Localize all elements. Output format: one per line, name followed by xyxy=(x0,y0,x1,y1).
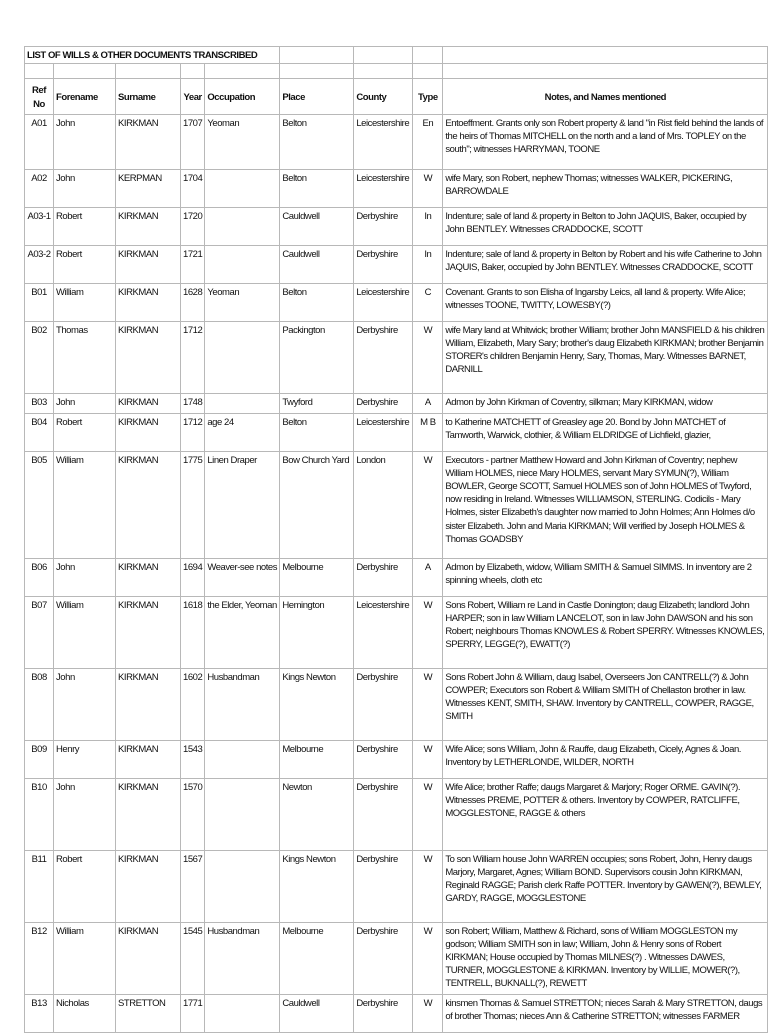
cell-type: W xyxy=(413,452,443,559)
wills-table xyxy=(24,46,768,1033)
cell-notes: Wife Alice; sons William, John & Rauffe, daug Elizabeth, Cicely, Agnes & Joan. Inventory by LETHERLONDE, WILDER, NORTH xyxy=(443,741,768,779)
cell-occupation xyxy=(205,851,280,923)
cell-surname: KIRKMAN xyxy=(116,741,181,779)
table-row xyxy=(25,322,768,394)
cell-type: A xyxy=(413,559,443,597)
header-surname: Surname xyxy=(116,79,181,115)
cell-county: Leicestershire xyxy=(354,597,413,669)
cell-surname: KIRKMAN xyxy=(116,115,181,170)
cell-year: 1628 xyxy=(181,284,205,322)
cell-county: Derbyshire xyxy=(354,995,413,1033)
cell-place: Belton xyxy=(280,414,354,452)
title-row xyxy=(25,47,768,64)
cell-surname: KIRKMAN xyxy=(116,394,181,414)
cell-occupation xyxy=(205,246,280,284)
cell-type: W xyxy=(413,741,443,779)
cell-year: 1720 xyxy=(181,208,205,246)
cell-forename: John xyxy=(54,394,116,414)
cell-year: 1567 xyxy=(181,851,205,923)
cell-ref: B01 xyxy=(25,284,54,322)
cell-county: Derbyshire xyxy=(354,851,413,923)
cell-type: W xyxy=(413,923,443,995)
header-place: Place xyxy=(280,79,354,115)
cell-forename: Henry xyxy=(54,741,116,779)
header-ref: Ref No xyxy=(25,79,54,115)
cell-occupation xyxy=(205,208,280,246)
cell-place: Cauldwell xyxy=(280,246,354,284)
cell-type: In xyxy=(413,246,443,284)
table-row xyxy=(25,995,768,1033)
table-row xyxy=(25,208,768,246)
cell-county: Leicestershire xyxy=(354,414,413,452)
cell-occupation: age 24 xyxy=(205,414,280,452)
cell-type: C xyxy=(413,284,443,322)
cell-notes: To son William house John WARREN occupies; sons Robert, John, Henry daugs Marjory, Margaret, Agnes; William BOND. Supervisors cousin John KIRKMAN, Reginald RAGGE; Parish clerk Raffe POTTER. Inventory by GAWEN(?), BEWLEY, GARDY, RAGGE, MOGGLESTONE xyxy=(443,851,768,923)
cell-surname: KIRKMAN xyxy=(116,779,181,851)
cell-ref: B02 xyxy=(25,322,54,394)
cell-forename: William xyxy=(54,452,116,559)
cell-ref: B11 xyxy=(25,851,54,923)
cell-county: Derbyshire xyxy=(354,208,413,246)
cell-surname: KIRKMAN xyxy=(116,414,181,452)
cell-forename: Thomas xyxy=(54,322,116,394)
cell-occupation: Weaver-see notes xyxy=(205,559,280,597)
cell-type: W xyxy=(413,170,443,208)
cell-forename: Robert xyxy=(54,208,116,246)
cell-surname: KIRKMAN xyxy=(116,851,181,923)
cell-county: Derbyshire xyxy=(354,669,413,741)
table-row xyxy=(25,741,768,779)
cell-county: Leicestershire xyxy=(354,170,413,208)
table-row xyxy=(25,559,768,597)
table-row xyxy=(25,284,768,322)
cell-forename: John xyxy=(54,115,116,170)
cell-county: Derbyshire xyxy=(354,394,413,414)
cell-type: M B xyxy=(413,414,443,452)
cell-occupation xyxy=(205,170,280,208)
cell-type: W xyxy=(413,322,443,394)
cell-notes: Admon by Elizabeth, widow, William SMITH & Samuel SIMMS. In inventory are 2 spinning wheels, cloth etc xyxy=(443,559,768,597)
cell-county: Leicestershire xyxy=(354,115,413,170)
cell-notes: Covenant. Grants to son Elisha of Ingarsby Leics, all land & property. Wife Alice; witnesses TOONE, TWITTY, LOWESBY(?) xyxy=(443,284,768,322)
cell-ref: B10 xyxy=(25,779,54,851)
header-county: County xyxy=(354,79,413,115)
cell-type: W xyxy=(413,597,443,669)
cell-place: Belton xyxy=(280,284,354,322)
cell-ref: A03-2 xyxy=(25,246,54,284)
cell-forename: John xyxy=(54,779,116,851)
cell-notes: Admon by John Kirkman of Coventry, silkman; Mary KIRKMAN, widow xyxy=(443,394,768,414)
cell-ref: B03 xyxy=(25,394,54,414)
cell-county: London xyxy=(354,452,413,559)
cell-place: Cauldwell xyxy=(280,995,354,1033)
header-type: Type xyxy=(413,79,443,115)
spacer-row xyxy=(25,64,768,79)
cell-place: Kings Newton xyxy=(280,669,354,741)
cell-county: Derbyshire xyxy=(354,923,413,995)
cell-surname: KIRKMAN xyxy=(116,452,181,559)
table-row xyxy=(25,669,768,741)
cell-occupation: Yeoman xyxy=(205,115,280,170)
cell-surname: KIRKMAN xyxy=(116,246,181,284)
cell-notes: Executors - partner Matthew Howard and John Kirkman of Coventry; nephew William HOLMES, niece Mary HOLMES, servant Mary SYMUN(?), William BOWLER, George SCOTT, Samuel HOLMES son of John HOLMES of Twyford, now residing in Ireland. Witnesses WILLIAMSON, STERLING. Codicils - Mary Holmes, sister Elizabeth's daughter now married to John Holmes; Ann Holmes d/o sister Elizabeth. John and Maria KIRKMAN; Will verified by Joseph HOLMES & Thomas GOADSBY xyxy=(443,452,768,559)
cell-place: Belton xyxy=(280,170,354,208)
cell-occupation xyxy=(205,741,280,779)
cell-ref: A01 xyxy=(25,115,54,170)
cell-place: Hemington xyxy=(280,597,354,669)
cell-year: 1545 xyxy=(181,923,205,995)
cell-occupation xyxy=(205,394,280,414)
cell-year: 1704 xyxy=(181,170,205,208)
cell-notes: Entoeffment. Grants only son Robert property & land "in Rist field behind the lands of the heirs of Thomas MITCHELL on the north and a land of Mrs. TOPLEY on the south"; witnesses HARRYMAN, TOONE xyxy=(443,115,768,170)
cell-ref: B05 xyxy=(25,452,54,559)
cell-ref: B13 xyxy=(25,995,54,1033)
cell-surname: KIRKMAN xyxy=(116,559,181,597)
cell-year: 1618 xyxy=(181,597,205,669)
cell-forename: John xyxy=(54,170,116,208)
cell-occupation: Husbandman xyxy=(205,669,280,741)
cell-place: Packington xyxy=(280,322,354,394)
table-row xyxy=(25,414,768,452)
cell-type: W xyxy=(413,779,443,851)
cell-occupation: Husbandman xyxy=(205,923,280,995)
cell-type: W xyxy=(413,669,443,741)
cell-year: 1570 xyxy=(181,779,205,851)
cell-surname: KIRKMAN xyxy=(116,284,181,322)
cell-surname: KIRKMAN xyxy=(116,208,181,246)
cell-year: 1712 xyxy=(181,414,205,452)
cell-ref: B08 xyxy=(25,669,54,741)
cell-county: Leicestershire xyxy=(354,284,413,322)
cell-notes: son Robert; William, Matthew & Richard, sons of William MOGGLESTON my godson; William SMITH son in law; William, John & Henry sons of Robert KIRKMAN; House occupied by Thomas MILNES(?) . Witnesses DAWES, TURNER, MOGGLESTONE & KIRKMAN. Inventory by WILLIE, MOWER(?), TENTRELL, BUKNALL(?), REWETT xyxy=(443,923,768,995)
cell-type: W xyxy=(413,851,443,923)
cell-year: 1721 xyxy=(181,246,205,284)
cell-place: Melbourne xyxy=(280,559,354,597)
table-row xyxy=(25,779,768,851)
header-notes: Notes, and Names mentioned xyxy=(443,79,768,115)
cell-forename: William xyxy=(54,597,116,669)
cell-notes: Indenture; sale of land & property in Belton by Robert and his wife Catherine to John JAQUIS, Baker, occupied by John BENTLEY. Witnesses CRADDOCKE, SCOTT xyxy=(443,246,768,284)
cell-ref: B06 xyxy=(25,559,54,597)
cell-surname: KERPMAN xyxy=(116,170,181,208)
cell-notes: wife Mary land at Whitwick; brother William; brother John MANSFIELD & his children William, Elizabeth, Mary Sary; brother's daug Elizabeth KIRKMAN; brother Benjamin STORER's children Benjamin Henry, Sary, Thomas, Mary. Witnesses BARNET, DARNILL xyxy=(443,322,768,394)
cell-surname: KIRKMAN xyxy=(116,669,181,741)
cell-surname: STRETTON xyxy=(116,995,181,1033)
cell-year: 1712 xyxy=(181,322,205,394)
header-occupation: Occupation xyxy=(205,79,280,115)
cell-type: En xyxy=(413,115,443,170)
cell-ref: B07 xyxy=(25,597,54,669)
cell-occupation xyxy=(205,995,280,1033)
cell-type: W xyxy=(413,995,443,1033)
cell-notes: wife Mary, son Robert, nephew Thomas; witnesses WALKER, PICKERING, BARROWDALE xyxy=(443,170,768,208)
cell-place: Newton xyxy=(280,779,354,851)
table-row xyxy=(25,452,768,559)
cell-notes: kinsmen Thomas & Samuel STRETTON; nieces Sarah & Mary STRETTON, daugs of brother Thomas; nieces Ann & Catherine STRETTON; witnesses FARMER xyxy=(443,995,768,1033)
cell-occupation: Linen Draper xyxy=(205,452,280,559)
cell-notes: to Katherine MATCHETT of Greasley age 20. Bond by John MATCHET of Tamworth, Warwick, clothier, & William ELDRIDGE of Lichfield, glazier, xyxy=(443,414,768,452)
cell-notes: Indenture; sale of land & property in Belton to John JAQUIS, Baker, occupied by John BENTLEY. Witnesses CRADDOCKE, SCOTT xyxy=(443,208,768,246)
header-forename: Forename xyxy=(54,79,116,115)
cell-notes: Sons Robert John & William, daug Isabel, Overseers Jon CANTRELL(?) & John COWPER; Executors son Robert & William SMITH of Chellaston brother in law. Witnesses KENT, SMITH, SHAW. Inventory by CANTRELL, COWPER, RAGGE, SMITH xyxy=(443,669,768,741)
table-row xyxy=(25,394,768,414)
table-row xyxy=(25,923,768,995)
cell-year: 1775 xyxy=(181,452,205,559)
cell-forename: John xyxy=(54,559,116,597)
cell-ref: A03-1 xyxy=(25,208,54,246)
cell-ref: A02 xyxy=(25,170,54,208)
cell-year: 1602 xyxy=(181,669,205,741)
table-row xyxy=(25,851,768,923)
cell-type: In xyxy=(413,208,443,246)
cell-county: Derbyshire xyxy=(354,741,413,779)
cell-county: Derbyshire xyxy=(354,322,413,394)
cell-place: Melbourne xyxy=(280,741,354,779)
cell-place: Belton xyxy=(280,115,354,170)
cell-forename: William xyxy=(54,284,116,322)
cell-county: Derbyshire xyxy=(354,559,413,597)
cell-type: A xyxy=(413,394,443,414)
cell-surname: KIRKMAN xyxy=(116,322,181,394)
sheet-title: LIST OF WILLS & OTHER DOCUMENTS TRANSCRIBED xyxy=(25,47,280,64)
cell-forename: Nicholas xyxy=(54,995,116,1033)
table-row xyxy=(25,115,768,170)
cell-year: 1771 xyxy=(181,995,205,1033)
cell-year: 1707 xyxy=(181,115,205,170)
cell-place: Melbourne xyxy=(280,923,354,995)
header-row xyxy=(25,79,768,115)
cell-place: Cauldwell xyxy=(280,208,354,246)
cell-ref: B04 xyxy=(25,414,54,452)
cell-occupation: Yeoman xyxy=(205,284,280,322)
cell-forename: Robert xyxy=(54,414,116,452)
table-row xyxy=(25,597,768,669)
cell-occupation xyxy=(205,322,280,394)
cell-county: Derbyshire xyxy=(354,779,413,851)
cell-occupation xyxy=(205,779,280,851)
cell-forename: William xyxy=(54,923,116,995)
cell-ref: B12 xyxy=(25,923,54,995)
cell-ref: B09 xyxy=(25,741,54,779)
cell-forename: Robert xyxy=(54,851,116,923)
cell-year: 1694 xyxy=(181,559,205,597)
table-row xyxy=(25,246,768,284)
cell-occupation: the Elder, Yeoman xyxy=(205,597,280,669)
cell-surname: KIRKMAN xyxy=(116,597,181,669)
cell-place: Kings Newton xyxy=(280,851,354,923)
cell-place: Bow Church Yard xyxy=(280,452,354,559)
cell-county: Derbyshire xyxy=(354,246,413,284)
cell-year: 1748 xyxy=(181,394,205,414)
cell-notes: Sons Robert, William re Land in Castle Donington; daug Elizabeth; landlord John HARPER; son in law William LANCELOT, son in law John DAWSON and his son Robert; neighbours Thomas KNOWLES & Robert SPERRY. Witnesses KNOWLES, SPERRY, LEGGE(?), EWATT(?) xyxy=(443,597,768,669)
cell-place: Twyford xyxy=(280,394,354,414)
header-year: Year xyxy=(181,79,205,115)
cell-forename: Robert xyxy=(54,246,116,284)
cell-notes: Wife Alice; brother Raffe; daugs Margaret & Marjory; Roger ORME. GAVIN(?). Witnesses PREME, POTTER & others. Inventory by COWPER, RATCLIFFE, MOGGLESTONE, RAGGE & others xyxy=(443,779,768,851)
cell-surname: KIRKMAN xyxy=(116,923,181,995)
table-row xyxy=(25,170,768,208)
cell-year: 1543 xyxy=(181,741,205,779)
cell-forename: John xyxy=(54,669,116,741)
